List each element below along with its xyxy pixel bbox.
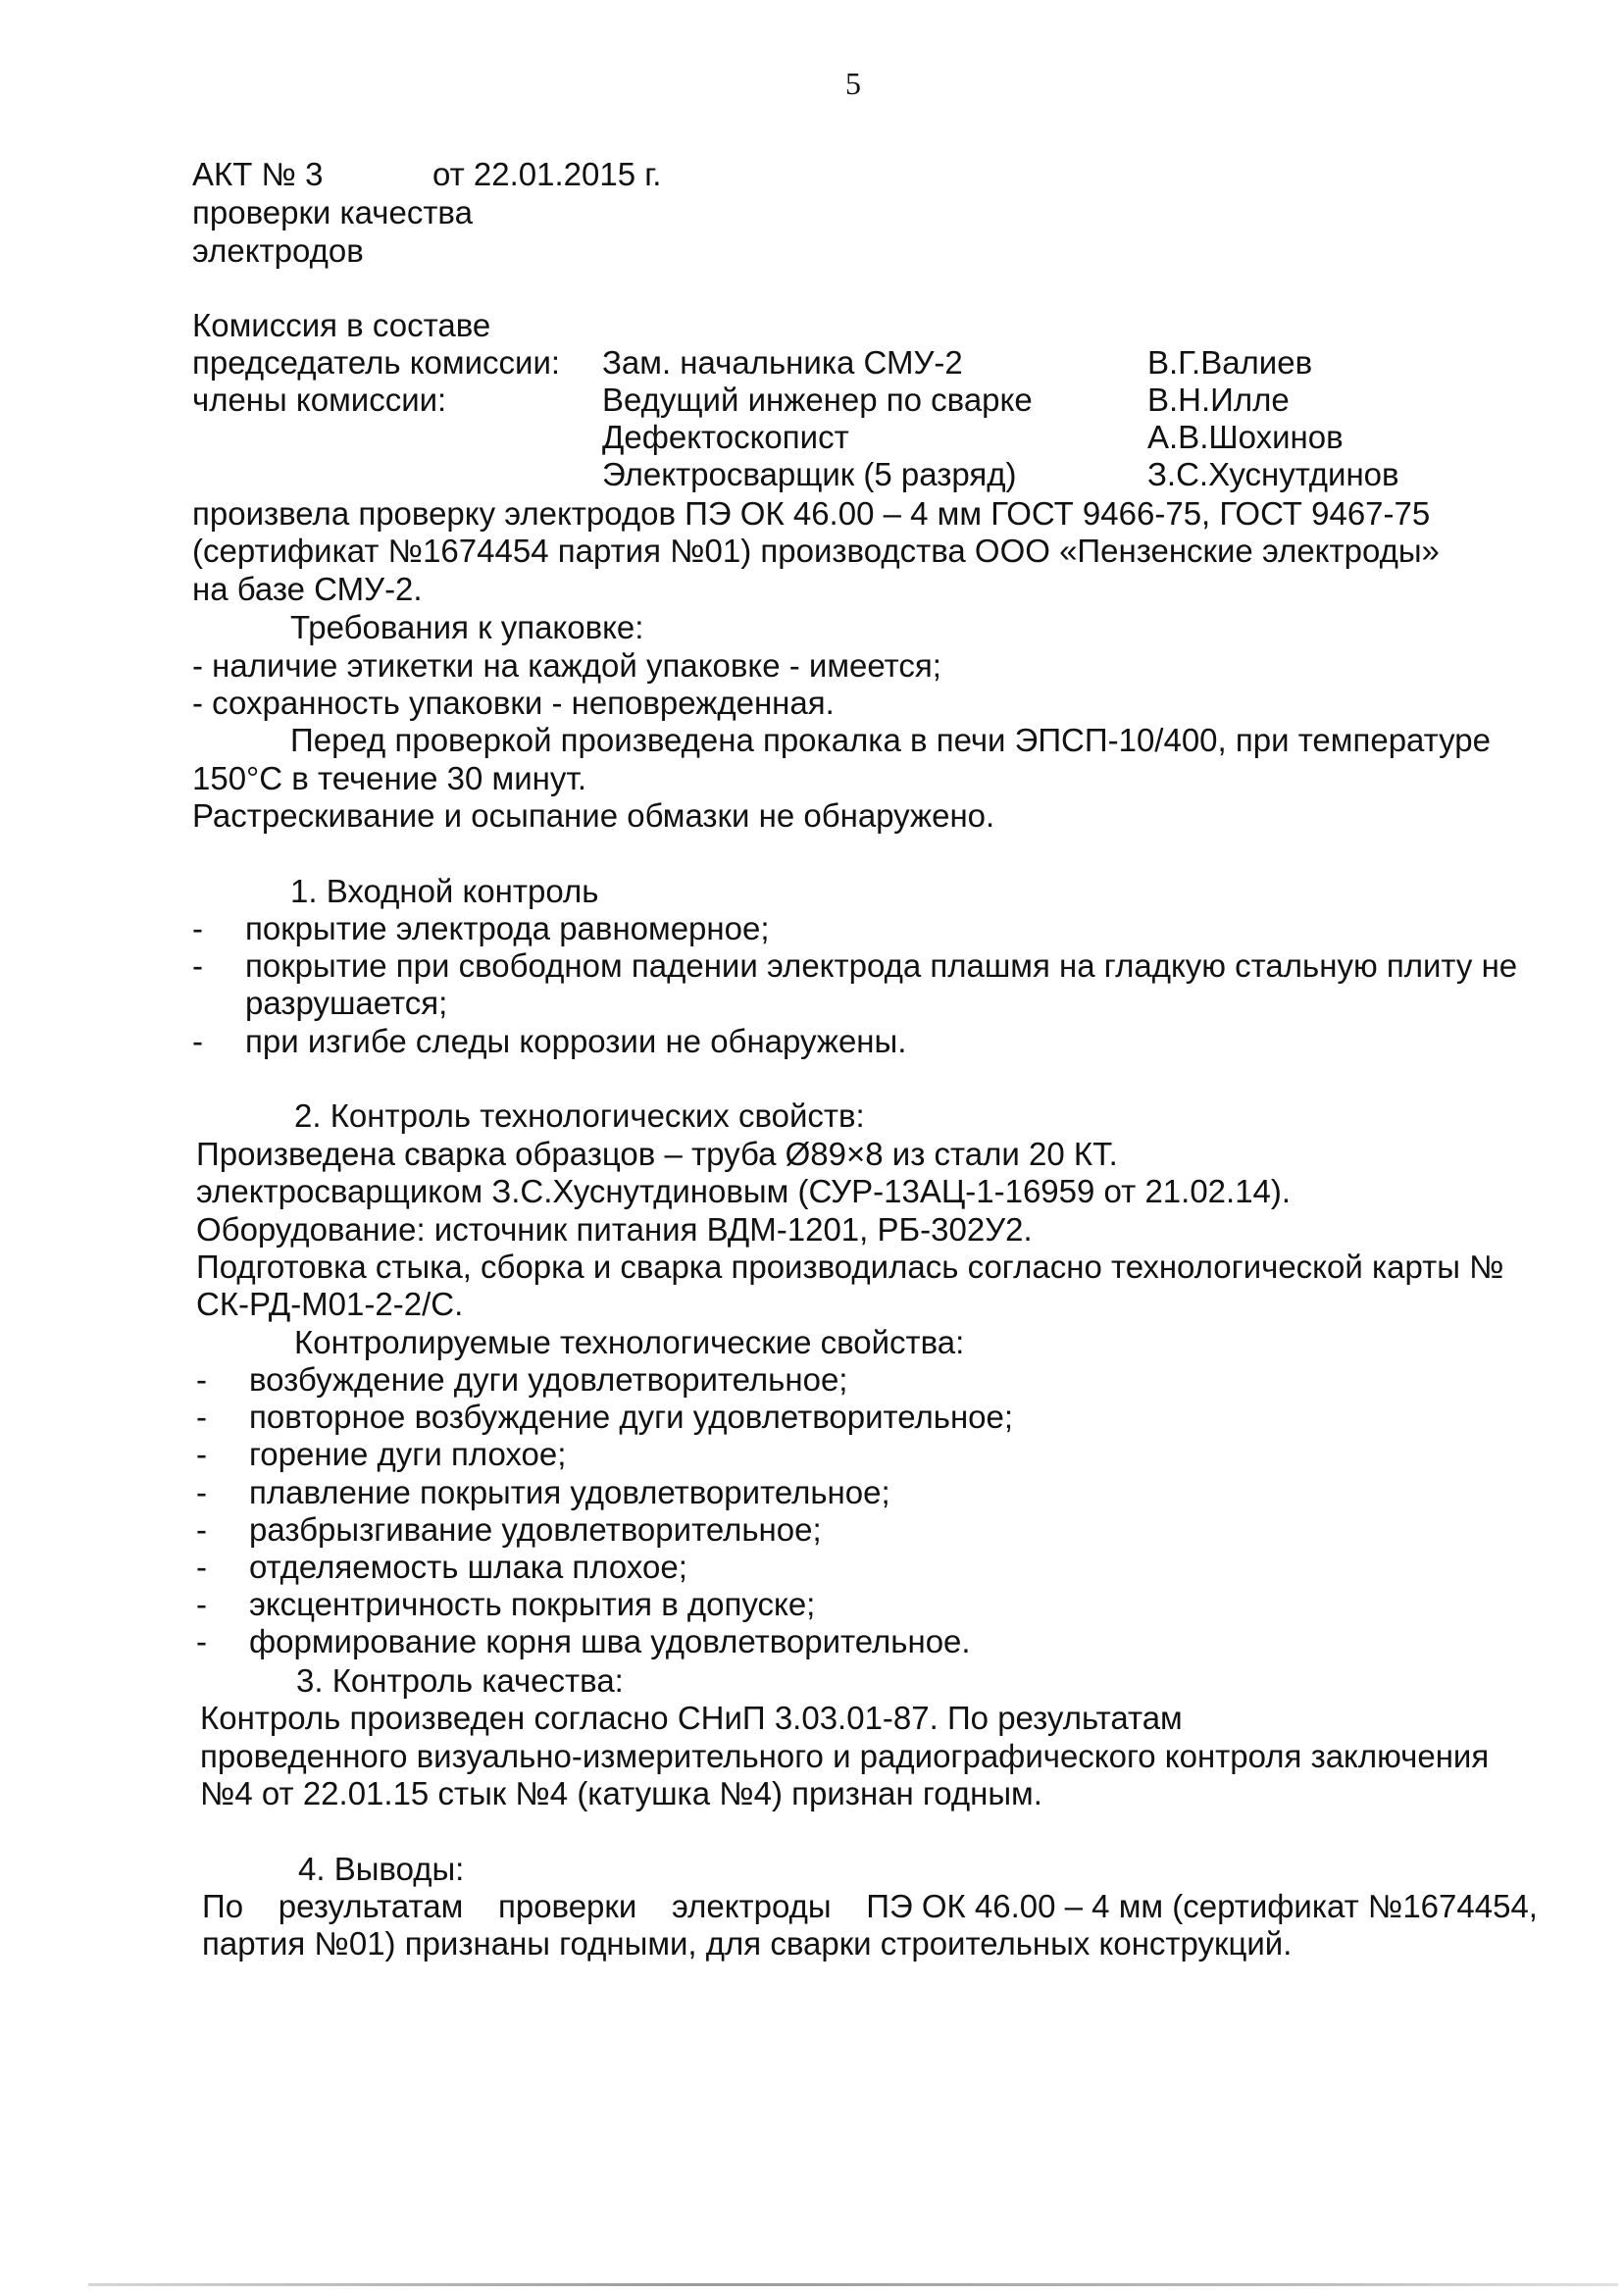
conclusion-word: результатам [278,1888,464,1924]
dash-marker: - [196,1361,207,1398]
list-item [196,1510,1013,1548]
scan-edge-line [88,2283,1618,2286]
section2-line2: электросварщиком З.С.Хуснутдиновым (СУР-13АЦ-1-16959 от 21.02.14). [196,1173,1292,1209]
list-item [196,1473,1013,1510]
dash-marker: - [196,1548,207,1585]
list-item-text: плавление покрытия удовлетворительное; [249,1473,890,1510]
intro-line3: на базе СМУ-2. [192,571,423,607]
commission-position: Ведущий инженер по сварке [602,382,1033,418]
list-item [196,1585,1013,1622]
section2-line3: Оборудование: источник питания ВДМ-1201, РБ-302У2. [196,1211,1033,1248]
dash-marker: - [192,947,203,985]
commission-members-label: члены комиссии: [192,382,447,418]
commission-positions [602,343,1033,492]
section2-line4: Подготовка стыка, сборка и сварка производилась согласно технологической карты № [196,1249,1504,1285]
section3-line1: Контроль произведен согласно СНиП 3.03.01-87. По результатам [200,1700,1183,1736]
section4-title: 4. Выводы: [298,1851,465,1887]
section2-line5: СК-РД-М01-2-2/С. [196,1286,464,1322]
list-item [196,1548,1013,1585]
section4-line2: партия №01) признаны годными, для сварки строительных конструкций. [202,1925,1293,1962]
list-item-text: покрытие при свободном падении электрода плашмя на гладкую стальную плиту не [245,947,1518,985]
list-item-text: формирование корня шва удовлетворительное. [249,1623,971,1660]
list-item [196,1622,1013,1659]
packaging-item: - наличие этикетки на каждой упаковке - имеется; [192,647,941,684]
list-item [192,1022,1517,1059]
section2-props-list [196,1360,1013,1660]
list-item [196,1360,1013,1398]
list-item-text: разбрызгивание удовлетворительное; [249,1510,822,1548]
dash-marker: - [196,1473,207,1510]
calcination-line2: 150°С в течение 30 минут. [192,760,587,796]
intro-line2: (сертификат №1674454 партия №01) производства ООО «Пензенские электроды» [192,533,1440,569]
commission-chair-label: председатель комиссии: [192,344,561,381]
commission-names [1147,343,1399,492]
list-item-text: эксцентричность покрытия в допуске; [249,1586,816,1623]
commission-intro: Комиссия в составе [192,307,491,343]
commission-name: В.Н.Илле [1147,382,1290,418]
conclusion-word: ПЭ ОК 46.00 – 4 мм (сертификат №1674454, [866,1888,1538,1924]
dash-marker: - [196,1436,207,1473]
dash-marker: - [196,1510,207,1548]
conclusion-word: проверки [497,1888,637,1924]
commission-name: А.В.Шохинов [1147,419,1344,455]
cracking-note: Растрескивание и осыпание обмазки не обнаружено. [192,797,995,834]
dash-marker: - [196,1623,207,1660]
section2-title: 2. Контроль технологических свойств: [294,1097,865,1134]
commission-name: З.С.Хуснутдинов [1147,456,1399,492]
section4-line1 [202,1887,1538,1925]
dash-marker: - [196,1399,207,1436]
list-item-text: горение дуги плохое; [249,1436,567,1473]
section2-line1: Произведена сварка образцов – труба Ø89×8 из стали 20 КТ. [196,1136,1118,1172]
commission-position: Электросварщик (5 разряд) [602,456,1017,492]
list-item-text: возбуждение дуги удовлетворительное; [249,1361,848,1398]
list-item [192,946,1517,984]
list-item [192,909,1517,946]
act-subtitle-line1: проверки качества [192,194,473,230]
intro-line1: произвела проверку электродов ПЭ ОК 46.00 – 4 мм ГОСТ 9466-75, ГОСТ 9467-75 [192,495,1431,532]
list-item [196,1398,1013,1435]
commission-position: Зам. начальника СМУ-2 [602,344,963,381]
section1-list [192,909,1517,1059]
list-item [196,1435,1013,1472]
conclusion-word: электроды [671,1888,832,1924]
section3-line3: №4 от 22.01.15 стык №4 (катушка №4) признан годным. [200,1775,1042,1811]
dash-marker: - [196,1586,207,1623]
dash-marker: - [192,1022,203,1059]
act-number: АКТ № 3 [192,156,324,192]
list-item-text: разрушается; [245,985,448,1022]
list-item-text: отделяемость шлака плохое; [249,1548,687,1585]
dash-marker: - [192,910,203,946]
list-item-continuation [192,984,1517,1021]
section2-props-title: Контролируемые технологические свойства: [294,1324,965,1360]
section1-title: 1. Входной контроль [290,873,599,909]
section3-title: 3. Контроль качества: [296,1662,624,1699]
list-item-text: покрытие электрода равномерное; [245,910,770,946]
calcination-line1: Перед проверкой произведена прокалка в печи ЭПСП-10/400, при температуре [290,722,1491,758]
list-item-text: повторное возбуждение дуги удовлетворительное; [249,1399,1014,1436]
act-date: от 22.01.2015 г. [432,156,662,192]
list-item-text: при изгибе следы коррозии не обнаружены. [245,1022,907,1059]
conclusion-word: По [202,1888,244,1924]
packaging-item: - сохранность упаковки - неповрежденная. [192,685,835,721]
packaging-title: Требования к упаковке: [290,609,644,645]
section3-line2: проведенного визуально-измерительного и радиографического контроля заключения [200,1738,1490,1774]
commission-name: В.Г.Валиев [1147,344,1313,381]
commission-position: Дефектоскопист [602,419,849,455]
page-number: 5 [845,66,861,101]
act-subtitle-line2: электродов [192,232,364,269]
